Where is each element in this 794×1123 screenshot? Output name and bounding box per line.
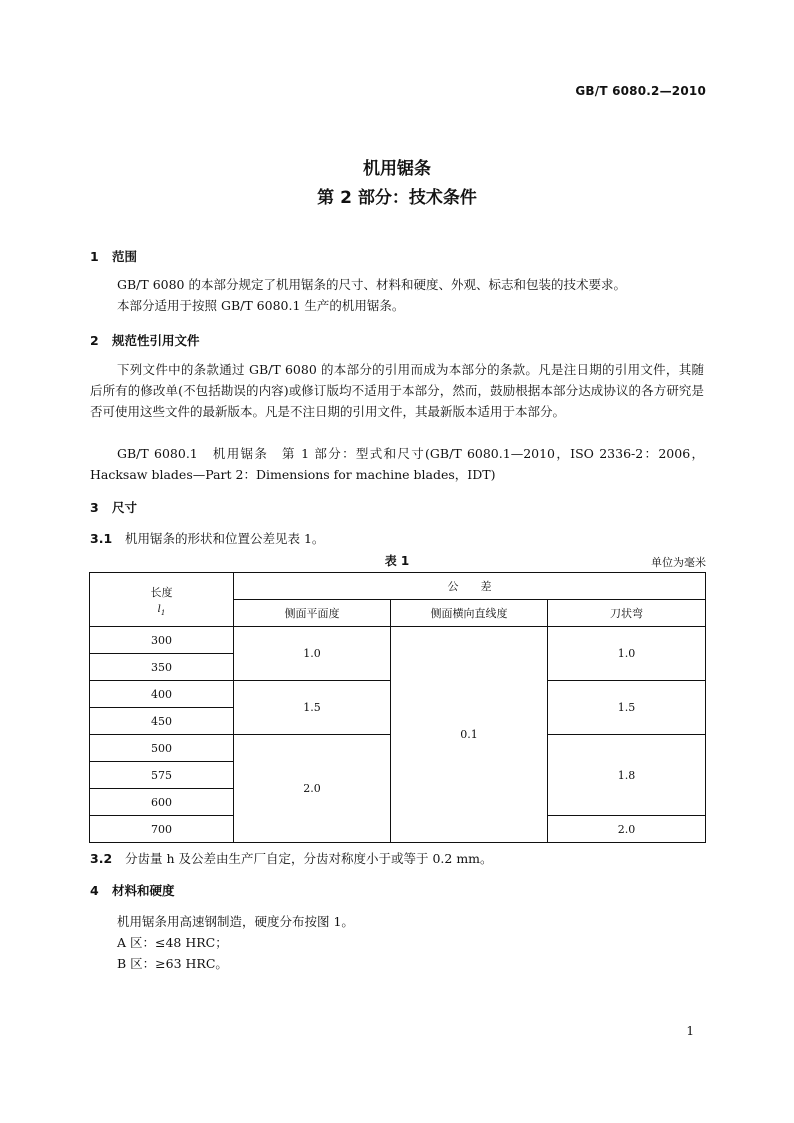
table-unit: 单位为毫米 <box>651 556 706 569</box>
clause-text: 分齿量 h 及公差由生产厂自定，分齿对称度小于或等于 0.2 mm。 <box>125 851 493 866</box>
clause-3-2 <box>90 849 493 867</box>
doc-subtitle: 第 2 部分：技术条件 <box>317 188 477 208</box>
doc-title: 机用锯条 <box>363 159 431 179</box>
section-2-paragraph-1: 下列文件中的条款通过 GB/T 6080 的本部分的引用而成为本部分的条款。凡是注日期的引用文件，其随后所有的修改单(不包括勘误的内容)或修订版均不适用于本部分，然而，鼓励根据本部分达成协议的各方研究是否可使用这些文件的最新版本。凡是不注日期的引用文件，其最新版本适用于本部分。 <box>90 362 704 419</box>
table-cell-length: 500 <box>90 735 234 762</box>
section-1-heading <box>90 247 137 265</box>
section-number: 1 <box>90 249 99 264</box>
table-title: 表 1 <box>384 554 410 568</box>
table-cell-flatness: 2.0 <box>234 735 391 843</box>
table-cell-flatness: 1.5 <box>234 681 391 735</box>
clause-number: 3.1 <box>90 531 113 546</box>
clause-3-1 <box>90 529 324 547</box>
section-number: 4 <box>90 883 99 898</box>
section-title: 尺寸 <box>112 500 138 515</box>
header-length-label: 长度 <box>150 586 173 599</box>
section-number: 2 <box>90 333 99 348</box>
section-2-reference: GB/T 6080.1 机用锯条 第 1 部分：型式和尺寸(GB/T 6080.1—2010，ISO 2336-2：2006，Hacksaw blades—Part 2：Dimensions for machine blades，IDT) <box>90 446 704 482</box>
header-bow: 刀状弯 <box>548 600 706 627</box>
clause-text: 机用锯条的形状和位置公差见表 1。 <box>125 531 325 546</box>
table-cell-length: 400 <box>90 681 234 708</box>
table-cell-length: 700 <box>90 816 234 843</box>
table-cell-length: 600 <box>90 789 234 816</box>
table-cell-flatness: 1.0 <box>234 627 391 681</box>
section-title: 材料和硬度 <box>112 883 175 898</box>
table-cell-bow: 1.8 <box>548 735 706 816</box>
header-straightness: 侧面横向直线度 <box>391 600 548 627</box>
table-cell-length: 450 <box>90 708 234 735</box>
section-4-heading <box>90 881 175 899</box>
header-tolerance: 公 差 <box>234 573 706 600</box>
header-flatness: 侧面平面度 <box>234 600 391 627</box>
section-4-zone-a: A 区：≤48 HRC； <box>117 935 228 950</box>
section-4-zone-b: B 区：≥63 HRC。 <box>117 956 228 971</box>
table-cell-bow: 1.0 <box>548 627 706 681</box>
tolerance-table <box>89 572 706 843</box>
table-cell-bow: 2.0 <box>548 816 706 843</box>
table-cell-length: 300 <box>90 627 234 654</box>
clause-number: 3.2 <box>90 851 113 866</box>
standard-code: GB/T 6080.2—2010 <box>575 84 706 98</box>
section-1-paragraph-2: 本部分适用于按照 GB/T 6080.1 生产的机用锯条。 <box>117 298 405 313</box>
table-cell-length: 575 <box>90 762 234 789</box>
table-cell-bow: 1.5 <box>548 681 706 735</box>
section-3-heading <box>90 498 137 516</box>
section-title: 规范性引用文件 <box>112 333 200 348</box>
table-cell-length: 350 <box>90 654 234 681</box>
section-2-heading <box>90 331 200 349</box>
table-cell-straightness: 0.1 <box>391 627 548 843</box>
section-1-paragraph-1: GB/T 6080 的本部分规定了机用锯条的尺寸、材料和硬度、外观、标志和包装的技术要求。 <box>117 277 626 292</box>
page-number: 1 <box>686 1024 694 1038</box>
header-length-symbol: $l_1$ <box>157 604 166 617</box>
section-4-paragraph-1: 机用锯条用高速钢制造，硬度分布按图 1。 <box>117 914 354 929</box>
section-number: 3 <box>90 500 99 515</box>
section-title: 范围 <box>112 249 138 264</box>
header-length <box>90 573 234 627</box>
